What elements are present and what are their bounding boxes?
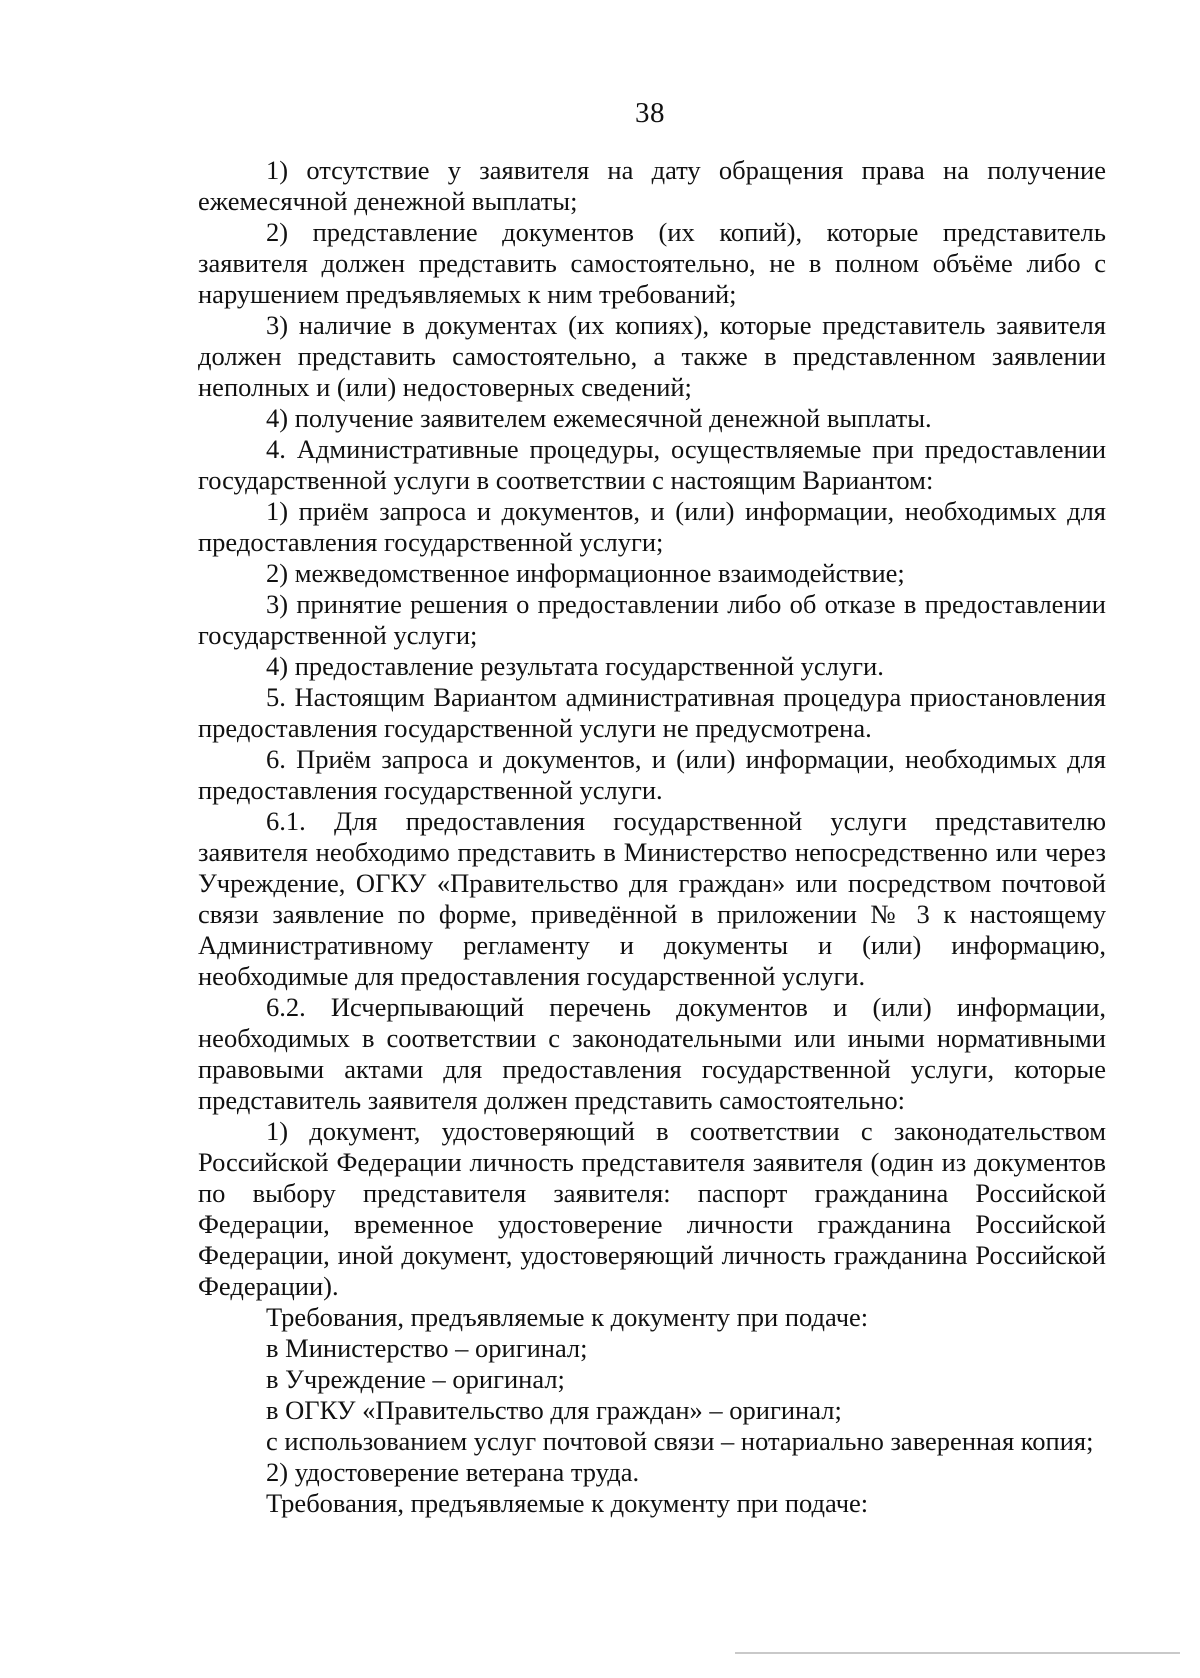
paragraph-1: 1) отсутствие у заявителя на дату обращения права на получение ежемесячной денежной выплаты; [198, 155, 1106, 216]
paragraph-7: 2) межведомственное информационное взаимодействие; [266, 558, 905, 588]
paragraph-8: 3) принятие решения о предоставлении либо об отказе в предоставлении государственной услуги; [198, 589, 1106, 650]
paragraph-17: в Учреждение – оригинал; [266, 1364, 565, 1394]
paragraph-2: 2) представление документов (их копий), которые представитель заявителя должен представить самостоятельно, не в полном объёме либо с нарушением предъявляемых к ним требований; [198, 217, 1106, 309]
paragraph-9: 4) предоставление результата государственной услуги. [266, 651, 884, 681]
paragraph-4: 4) получение заявителем ежемесячной денежной выплаты. [266, 403, 932, 433]
paragraph-3: 3) наличие в документах (их копиях), которые представитель заявителя должен представить самостоятельно, а также в представленном заявлении неполных и (или) недостоверных сведений; [198, 310, 1106, 402]
paragraph-13: 6.2. Исчерпывающий перечень документов и (или) информации, необходимых в соответствии с законодательными или иными нормативными правовыми актами для предоставления государственной услуги, которые представитель заявителя должен представить самостоятельно: [198, 992, 1106, 1115]
paragraph-10: 5. Настоящим Вариантом административная процедура приостановления предоставления государственной услуги не предусмотрена. [198, 682, 1106, 743]
paragraph-11: 6. Приём запроса и документов, и (или) информации, необходимых для предоставления государственной услуги. [198, 744, 1106, 805]
footer-rule [735, 1652, 1180, 1654]
paragraph-16: в Министерство – оригинал; [266, 1333, 588, 1363]
paragraph-19: с использованием услуг почтовой связи – нотариально заверенная копия; [266, 1426, 1094, 1456]
paragraph-15: Требования, предъявляемые к документу при подаче: [266, 1302, 869, 1332]
document-body [198, 155, 1106, 1519]
paragraph-20: 2) удостоверение ветерана труда. [266, 1457, 640, 1487]
paragraph-18: в ОГКУ «Правительство для граждан» – оригинал; [266, 1395, 842, 1425]
paragraph-5: 4. Административные процедуры, осуществляемые при предоставлении государственной услуги в соответствии с настоящим Вариантом: [198, 434, 1106, 495]
paragraph-12: 6.1. Для предоставления государственной услуги представителю заявителя необходимо представить в Министерство непосредственно или через Учреждение, ОГКУ «Правительство для граждан» или посредством почтовой связи заявление по форме, приведённой в приложении № 3 к настоящему Административному регламенту и документы и (или) информацию, необходимые для предоставления государственной услуги. [198, 806, 1106, 991]
paragraph-21: Требования, предъявляемые к документу при подаче: [266, 1488, 869, 1518]
paragraph-14: 1) документ, удостоверяющий в соответствии с законодательством Российской Федерации личность представителя заявителя (один из документов по выбору представителя заявителя: паспорт гражданина Российской Федерации, временное удостоверение личности гражданина Российской Федерации, иной документ, удостоверяющий личность гражданина Российской Федерации). [198, 1116, 1106, 1301]
paragraph-6: 1) приём запроса и документов, и (или) информации, необходимых для предоставления государственной услуги; [198, 496, 1106, 557]
page-number: 38 [635, 97, 665, 129]
